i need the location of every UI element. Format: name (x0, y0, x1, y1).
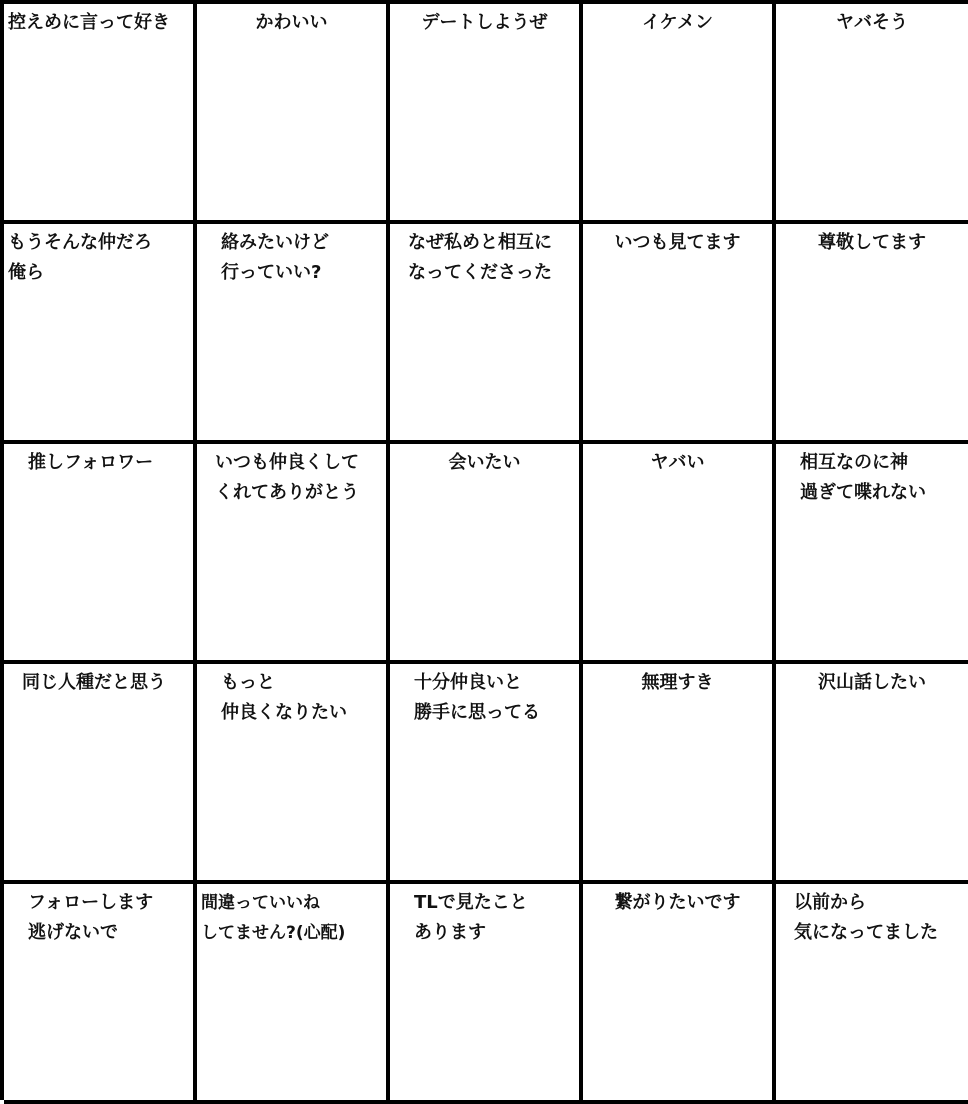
cell-label: 相互なのに神 過ぎて喋れない (800, 452, 926, 503)
cell-label: もっと 仲良くなりたい (221, 672, 347, 723)
grid-cell (4, 444, 197, 664)
grid-cell (583, 664, 776, 884)
grid-cell (390, 884, 583, 1104)
cell-label: いつも見てます (614, 232, 741, 253)
grid-cell (776, 4, 968, 224)
grid-cell (197, 664, 390, 884)
cell-label: もうそんな仲だろ 俺ら (8, 232, 152, 283)
grid-cell (776, 444, 968, 664)
grid-cell (4, 884, 197, 1104)
cell-label: 繋がりたいです (614, 892, 741, 913)
grid-cell (4, 224, 197, 444)
cell-label: 同じ人種だと思う (22, 672, 166, 693)
cell-label: いつも仲良くして くれてありがとう (215, 452, 359, 503)
cell-label: 間違っていいね してません?(心配) (201, 893, 346, 943)
cell-label: 以前から 気になってました (794, 892, 938, 943)
cell-label: イケメン (642, 12, 713, 33)
cell-label: 無理すき (641, 672, 714, 693)
grid-cell (583, 4, 776, 224)
cell-label: TLで見たこと あります (414, 892, 528, 943)
cell-label: 会いたい (448, 452, 521, 473)
grid-cell (583, 224, 776, 444)
cell-label: 尊敬してます (818, 232, 926, 253)
grid-cell (197, 884, 390, 1104)
cell-label: ヤバい (650, 452, 705, 473)
grid-cell (197, 444, 390, 664)
grid-cell (583, 444, 776, 664)
cell-label: フォローします 逃げないで (28, 892, 154, 943)
grid-cell (776, 884, 968, 1104)
cell-label: ヤバそう (836, 12, 908, 33)
grid-cell (4, 664, 197, 884)
cell-label: デートしようぜ (421, 12, 548, 33)
grid-cell (390, 224, 583, 444)
grid-cell (390, 444, 583, 664)
grid-cell (583, 884, 776, 1104)
grid-cell (776, 664, 968, 884)
grid-cell (197, 224, 390, 444)
cell-label: 控えめに言って好き (8, 12, 170, 33)
grid-cell (197, 4, 390, 224)
grid-cell (390, 664, 583, 884)
cell-label: 絡みたいけど 行っていい? (221, 232, 329, 283)
grid-cell (4, 4, 197, 224)
cell-label: かわいい (255, 12, 328, 33)
cell-label: 推しフォロワー (28, 452, 154, 473)
cell-label: 沢山話したい (818, 672, 926, 693)
cell-label: 十分仲良いと 勝手に思ってる (414, 672, 540, 723)
cell-label: なぜ私めと相互に なってくださった (408, 232, 552, 283)
grid-cell (776, 224, 968, 444)
grid-cell (390, 4, 583, 224)
